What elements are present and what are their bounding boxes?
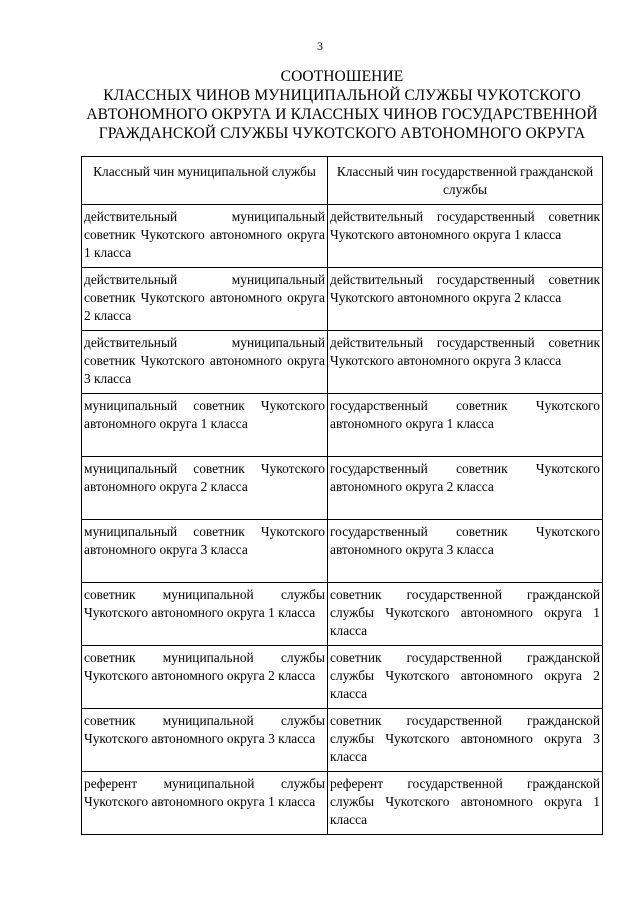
title-line: СООТНОШЕНИЕ: [280, 68, 404, 85]
municipal-rank-cell: референт муниципальной службы Чукотского автономного округа 1 класса: [82, 772, 328, 835]
page-number: 3: [317, 39, 323, 53]
table-row: [82, 268, 603, 331]
state-rank-cell: советник государственной гражданской службы Чукотского автономного округа 1 класса: [328, 583, 603, 646]
state-rank-cell: действительный государственный советник Чукотского автономного округа 2 класса: [328, 268, 603, 331]
table-row: [82, 583, 603, 646]
state-rank-cell: государственный советник Чукотского автономного округа 3 класса: [328, 520, 603, 583]
state-rank-cell: советник государственной гражданской службы Чукотского автономного округа 2 класса: [328, 646, 603, 709]
table-row: [82, 520, 603, 583]
municipal-rank-cell: муниципальный советник Чукотского автономного округа 2 класса: [82, 457, 328, 520]
table-row: [82, 331, 603, 394]
municipal-rank-cell: советник муниципальной службы Чукотского автономного округа 2 класса: [82, 646, 328, 709]
table-row: [82, 709, 603, 772]
title-line: КЛАССНЫХ ЧИНОВ МУНИЦИПАЛЬНОЙ СЛУЖБЫ ЧУКОТСКОГО: [103, 87, 581, 104]
state-rank-cell: референт государственной гражданской службы Чукотского автономного округа 1 класса: [328, 772, 603, 835]
state-rank-cell: действительный государственный советник Чукотского автономного округа 1 класса: [328, 205, 603, 268]
rank-correspondence-table: [81, 156, 603, 835]
column-header-municipal: Классный чин муниципальной службы: [82, 157, 328, 205]
municipal-rank-cell: советник муниципальной службы Чукотского автономного округа 1 класса: [82, 583, 328, 646]
municipal-rank-cell: советник муниципальной службы Чукотского автономного округа 3 класса: [82, 709, 328, 772]
municipal-rank-cell: действительный муниципальный советник Чукотского автономного округа 3 класса: [82, 331, 328, 394]
table-row: [82, 394, 603, 457]
title-line: АВТОНОМНОГО ОКРУГА И КЛАССНЫХ ЧИНОВ ГОСУДАРСТВЕННОЙ: [86, 106, 598, 123]
municipal-rank-cell: действительный муниципальный советник Чукотского автономного округа 1 класса: [82, 205, 328, 268]
table-row: [82, 457, 603, 520]
column-header-state: Классный чин государственной гражданской службы: [328, 157, 603, 205]
municipal-rank-cell: муниципальный советник Чукотского автономного округа 3 класса: [82, 520, 328, 583]
table-row: [82, 205, 603, 268]
municipal-rank-cell: действительный муниципальный советник Чукотского автономного округа 2 класса: [82, 268, 328, 331]
municipal-rank-cell: муниципальный советник Чукотского автономного округа 1 класса: [82, 394, 328, 457]
title-line: ГРАЖДАНСКОЙ СЛУЖБЫ ЧУКОТСКОГО АВТОНОМНОГО ОКРУГА: [98, 125, 586, 142]
state-rank-cell: советник государственной гражданской службы Чукотского автономного округа 3 класса: [328, 709, 603, 772]
document-title: [70, 67, 614, 143]
table-row: [82, 772, 603, 835]
state-rank-cell: государственный советник Чукотского автономного округа 2 класса: [328, 457, 603, 520]
state-rank-cell: действительный государственный советник Чукотского автономного округа 3 класса: [328, 331, 603, 394]
state-rank-cell: государственный советник Чукотского автономного округа 1 класса: [328, 394, 603, 457]
table-row: [82, 646, 603, 709]
table-header-row: [82, 157, 603, 205]
